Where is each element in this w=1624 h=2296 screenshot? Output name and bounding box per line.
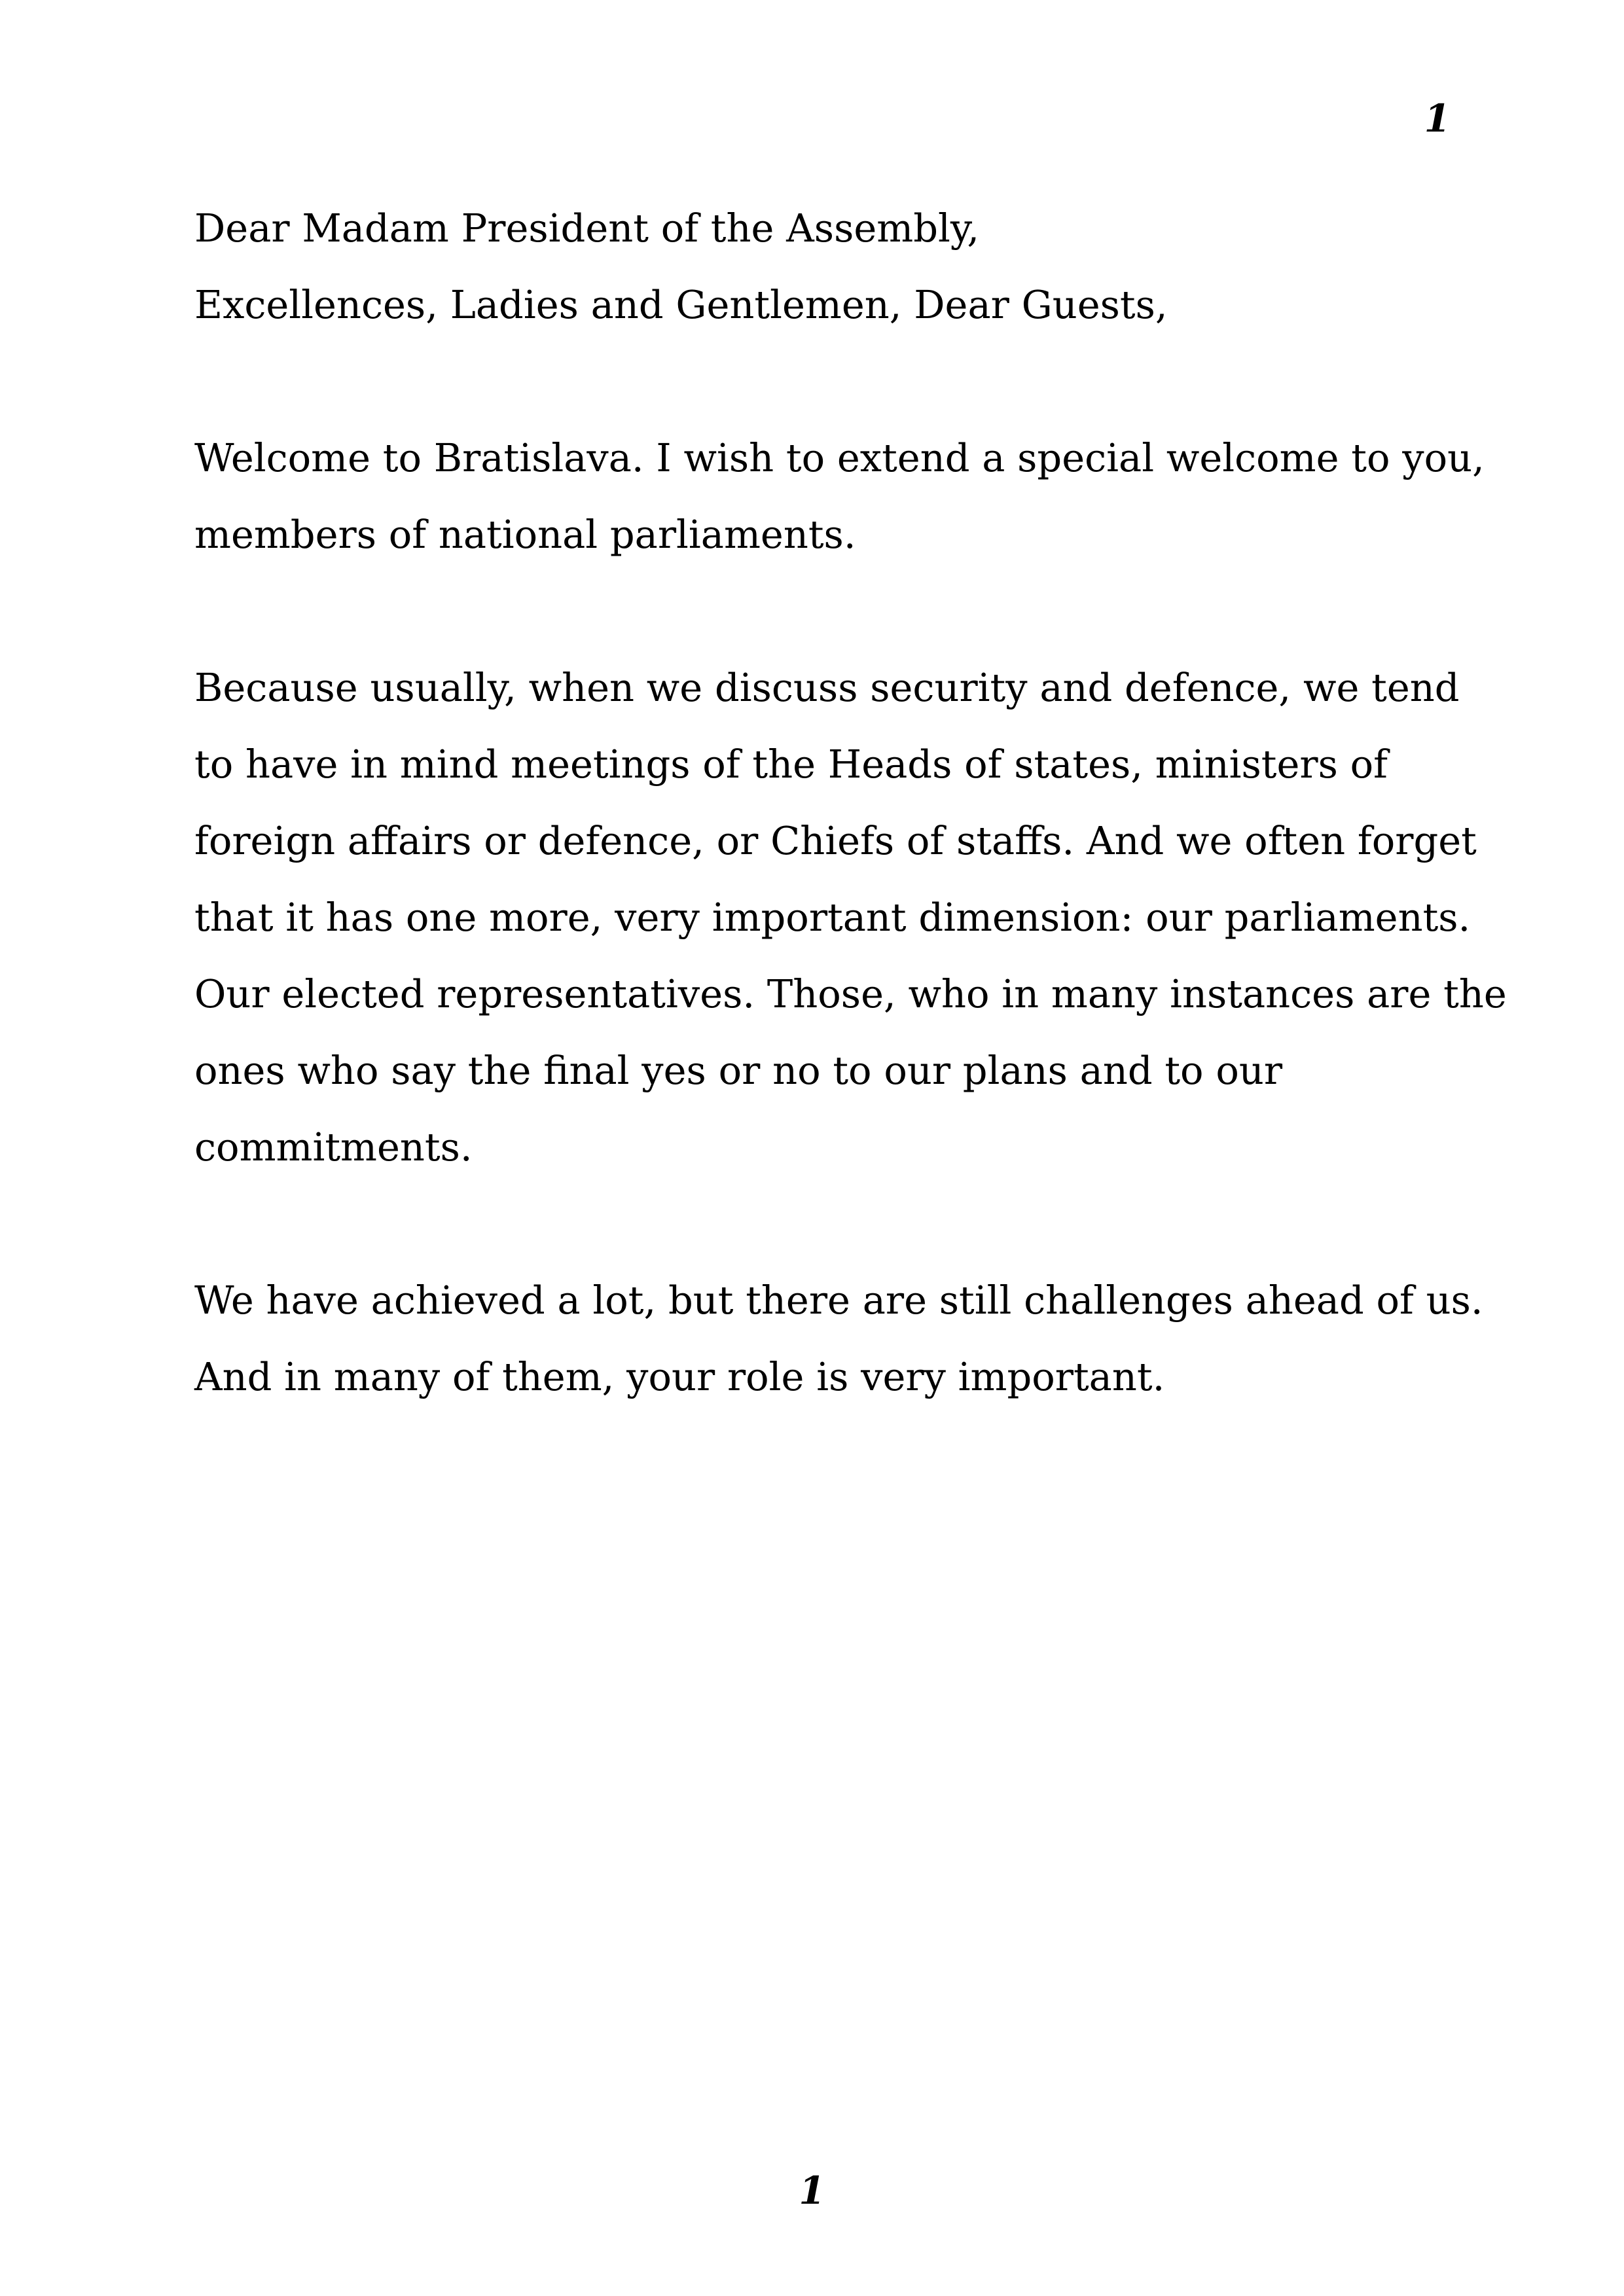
paragraph-gap (194, 573, 1477, 649)
page-number-top: 1 (1424, 96, 1451, 141)
paragraph-line: ones who say the final yes or no to our plans and to our (194, 1048, 1283, 1093)
paragraph-gap (194, 1185, 1477, 1262)
paragraph-challenges (194, 1262, 1483, 1415)
paragraph-gap (194, 343, 1477, 420)
paragraph-line: to have in mind meetings of the Heads of states, ministers of (194, 742, 1388, 787)
paragraph-line: foreign affairs or defence, or Chiefs of staffs. And we often forget (194, 818, 1477, 863)
paragraph-line: We have achieved a lot, but there are still challenges ahead of us. (194, 1278, 1483, 1323)
salutation-line: Excellences, Ladies and Gentlemen, Dear Guests, (194, 282, 1168, 327)
page-number-bottom: 1 (799, 2168, 825, 2213)
paragraph-line: Because usually, when we discuss security and defence, we tend (194, 665, 1460, 710)
paragraph-line: Our elected representatives. Those, who in many instances are the (194, 971, 1507, 1016)
paragraph-line: commitments. (194, 1124, 473, 1170)
paragraph-line: Welcome to Bratislava. I wish to extend a special welcome to you, (194, 435, 1485, 480)
paragraph-parliaments (194, 649, 1507, 1185)
salutation-line: Dear Madam President of the Assembly, (194, 206, 980, 251)
paragraph-line: And in many of them, your role is very important. (194, 1354, 1165, 1399)
paragraph-welcome (194, 420, 1485, 573)
document-body (194, 190, 1507, 1415)
salutation (194, 190, 1477, 343)
paragraph-line: members of national parliaments. (194, 512, 856, 557)
paragraph-line: that it has one more, very important dimension: our parliaments. (194, 895, 1471, 940)
